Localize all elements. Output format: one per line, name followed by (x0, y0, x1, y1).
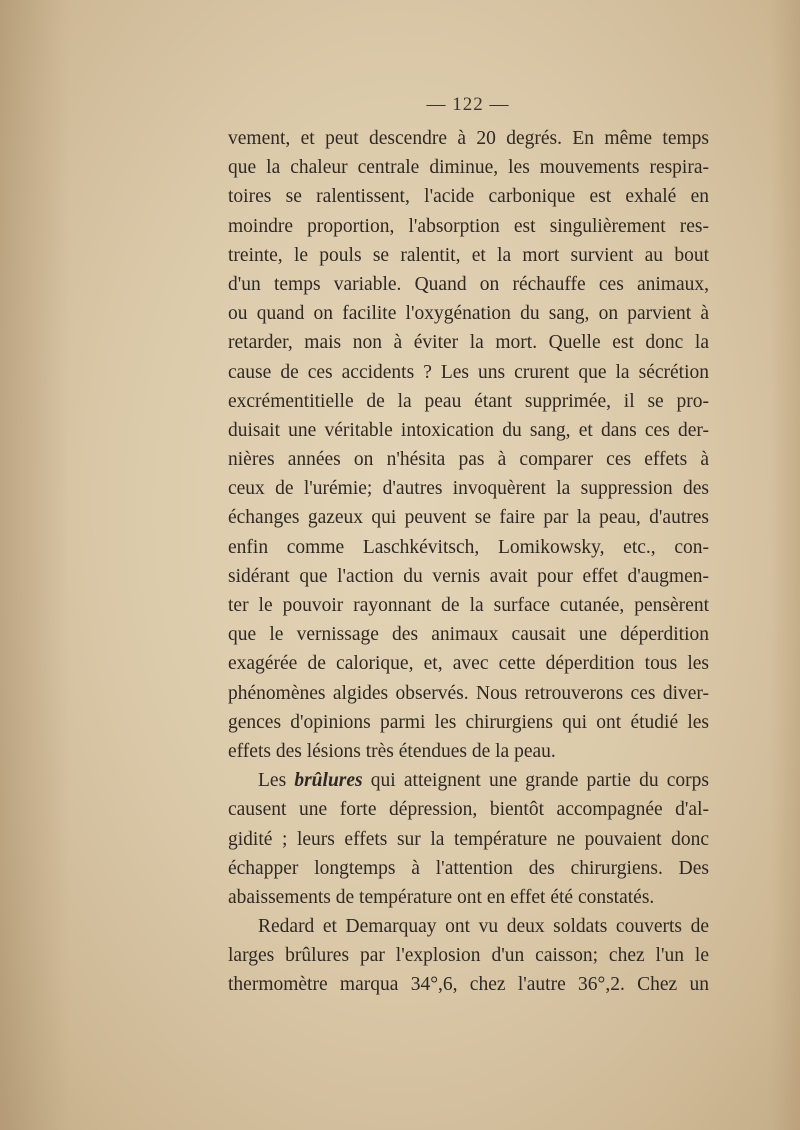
text-run: qui atteignent une grande partie du corps (362, 770, 710, 792)
text-line: effets des lésions très étendues de la peau. (228, 740, 556, 762)
text-line: abaissements de température ont en effet été constatés. (228, 886, 655, 908)
text-line: moindre proportion, l'absorption est singulièrement res- (228, 215, 709, 237)
emphasis-word: brûlures (294, 770, 363, 792)
text-line-paragraph-start (228, 766, 709, 795)
text-line: thermomètre marqua 34°,6, chez l'autre 36°,2. Chez un (228, 974, 709, 996)
text-line: cause de ces accidents ? Les uns crurent que la sécrétion (228, 361, 709, 383)
text-line: sidérant que l'action du vernis avait pour effet d'augmen- (228, 565, 709, 587)
text-line: échapper longtemps à l'attention des chirurgiens. Des (228, 857, 709, 879)
text-run: Les (258, 770, 295, 792)
text-line: ter le pouvoir rayonnant de la surface cutanée, pensèrent (228, 595, 709, 616)
text-line: que le vernissage des animaux causait une déperdition (228, 624, 709, 646)
text-line: enfin comme Laschkévitsch, Lomikowsky, etc., con- (228, 536, 709, 558)
text-line: phénomènes algides observés. Nous retrouverons ces diver- (228, 682, 709, 704)
page-number: — 122 — (426, 94, 510, 115)
text-line: échanges gazeux qui peuvent se faire par la peau, d'autres (228, 507, 709, 529)
text-line: vement, et peut descendre à 20 degrés. En même temps (228, 128, 709, 149)
text-line-paragraph-start: Redard et Demarquay ont vu deux soldats couverts de (258, 916, 709, 938)
text-line: larges brûlures par l'explosion d'un caisson; chez l'un le (228, 945, 709, 967)
text-line: d'un temps variable. Quand on réchauffe ces animaux, (228, 273, 709, 295)
text-line: ou quand on facilite l'oxygénation du sang, on parvient à (228, 303, 709, 325)
text-line: duisait une véritable intoxication du sang, et dans ces der- (228, 419, 709, 441)
page-edge-shadow-left (0, 0, 70, 1130)
text-line: exagérée de calorique, et, avec cette déperdition tous les (228, 653, 709, 675)
text-line: ceux de l'urémie; d'autres invoquèrent la suppression des (228, 478, 709, 500)
body-text (228, 124, 709, 1000)
text-line: nières années on n'hésita pas à comparer ces effets à (228, 449, 709, 471)
text-line: retarder, mais non à éviter la mort. Quelle est donc la (228, 332, 709, 354)
text-line: causent une forte dépression, bientôt accompagnée d'al- (228, 799, 709, 821)
page-edge-shadow-right (770, 0, 800, 1130)
text-line: gences d'opinions parmi les chirurgiens qui ont étudié les (228, 711, 709, 733)
text-line: toires se ralentissent, l'acide carbonique est exhalé en (228, 186, 709, 208)
text-line: que la chaleur centrale diminue, les mouvements respira- (228, 157, 709, 179)
text-line: gidité ; leurs effets sur la température ne pouvaient donc (228, 828, 709, 850)
text-line: treinte, le pouls se ralentit, et la mort survient au bout (228, 244, 709, 266)
text-line: excrémentitielle de la peau étant supprimée, il se pro- (228, 390, 709, 412)
